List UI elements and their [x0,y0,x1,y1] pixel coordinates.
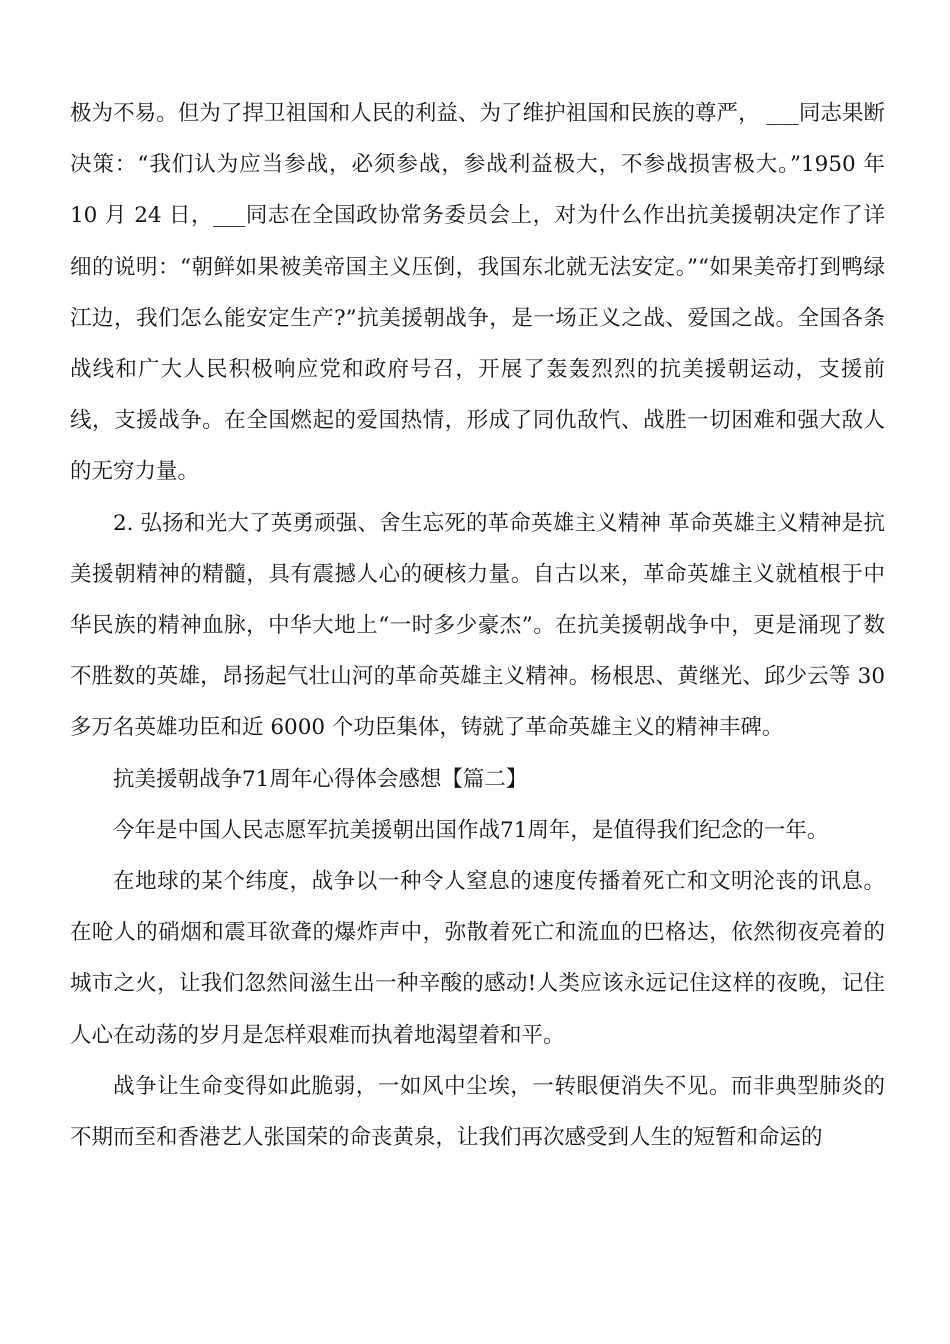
paragraph-anniversary: 今年是中国人民志愿军抗美援朝出国作战71周年，是值得我们纪念的一年。 [113,817,829,843]
paragraph-heroism-spirit: 2. 弘扬和光大了英勇顽强、舍生忘死的革命英雄主义精神 革命英雄主义精神是抗美援朝精神的精髓，具有震撼人心的硬核力量。自古以来，革命英雄主义就植根于中华民族的精神血脉，中华大地上“一时多少豪杰”。在抗美援朝战争中，更是涌现了数不胜数的英雄，昂扬起气壮山河的革命英雄主义精神。杨根思、黄继光、邱少云等 30 多万名英雄功臣和近 6000 个功臣集体，铸就了革命英雄主义的精神丰碑。 [70,510,885,741]
paragraph-war-news: 在地球的某个纬度，战争以一种令人窒息的速度传播着死亡和文明沦丧的讯息。在呛人的硝烟和震耳欲聋的爆炸声中，弥散着死亡和流血的巴格达，依然彻夜亮着的城市之火，让我们忽然间滋生出一种辛酸的感动!人类应该永远记住这样的夜晚，记住人心在动荡的岁月是怎样艰难而执着地渴望着和平。 [70,869,885,1048]
paragraph-fragile-life: 战争让生命变得如此脆弱，一如风中尘埃，一转眼便消失不见。而非典型肺炎的不期而至和香港艺人张国荣的命丧黄泉，让我们再次感受到人生的短暂和命运的 [70,1073,885,1151]
document-body [70,88,885,1163]
section-title: 抗美援朝战争71周年心得体会感想【篇二】 [113,766,528,792]
paragraph-continuation: 极为不易。但为了捍卫祖国和人民的利益、为了维护祖国和民族的尊严， ___同志果断决策：“我们认为应当参战，必须参战，参战利益极大，不参战损害极大。”1950 年 10 月 24 日，___同志在全国政协常务委员会上，对为什么作出抗美援朝决定作了详细的说明：“朝鲜如果被美帝国主义压倒，我国东北就无法安定。”“如果美帝打到鸭绿江边，我们怎么能安定生产?”抗美援朝战争，是一场正义之战、爱国之战。全国各条战线和广大人民积极响应党和政府号召，开展了轰轰烈烈的抗美援朝运动，支援前线，支援战争。在全国燃起的爱国热情，形成了同仇敌忾、战胜一切困难和强大敌人的无穷力量。 [70,101,885,485]
